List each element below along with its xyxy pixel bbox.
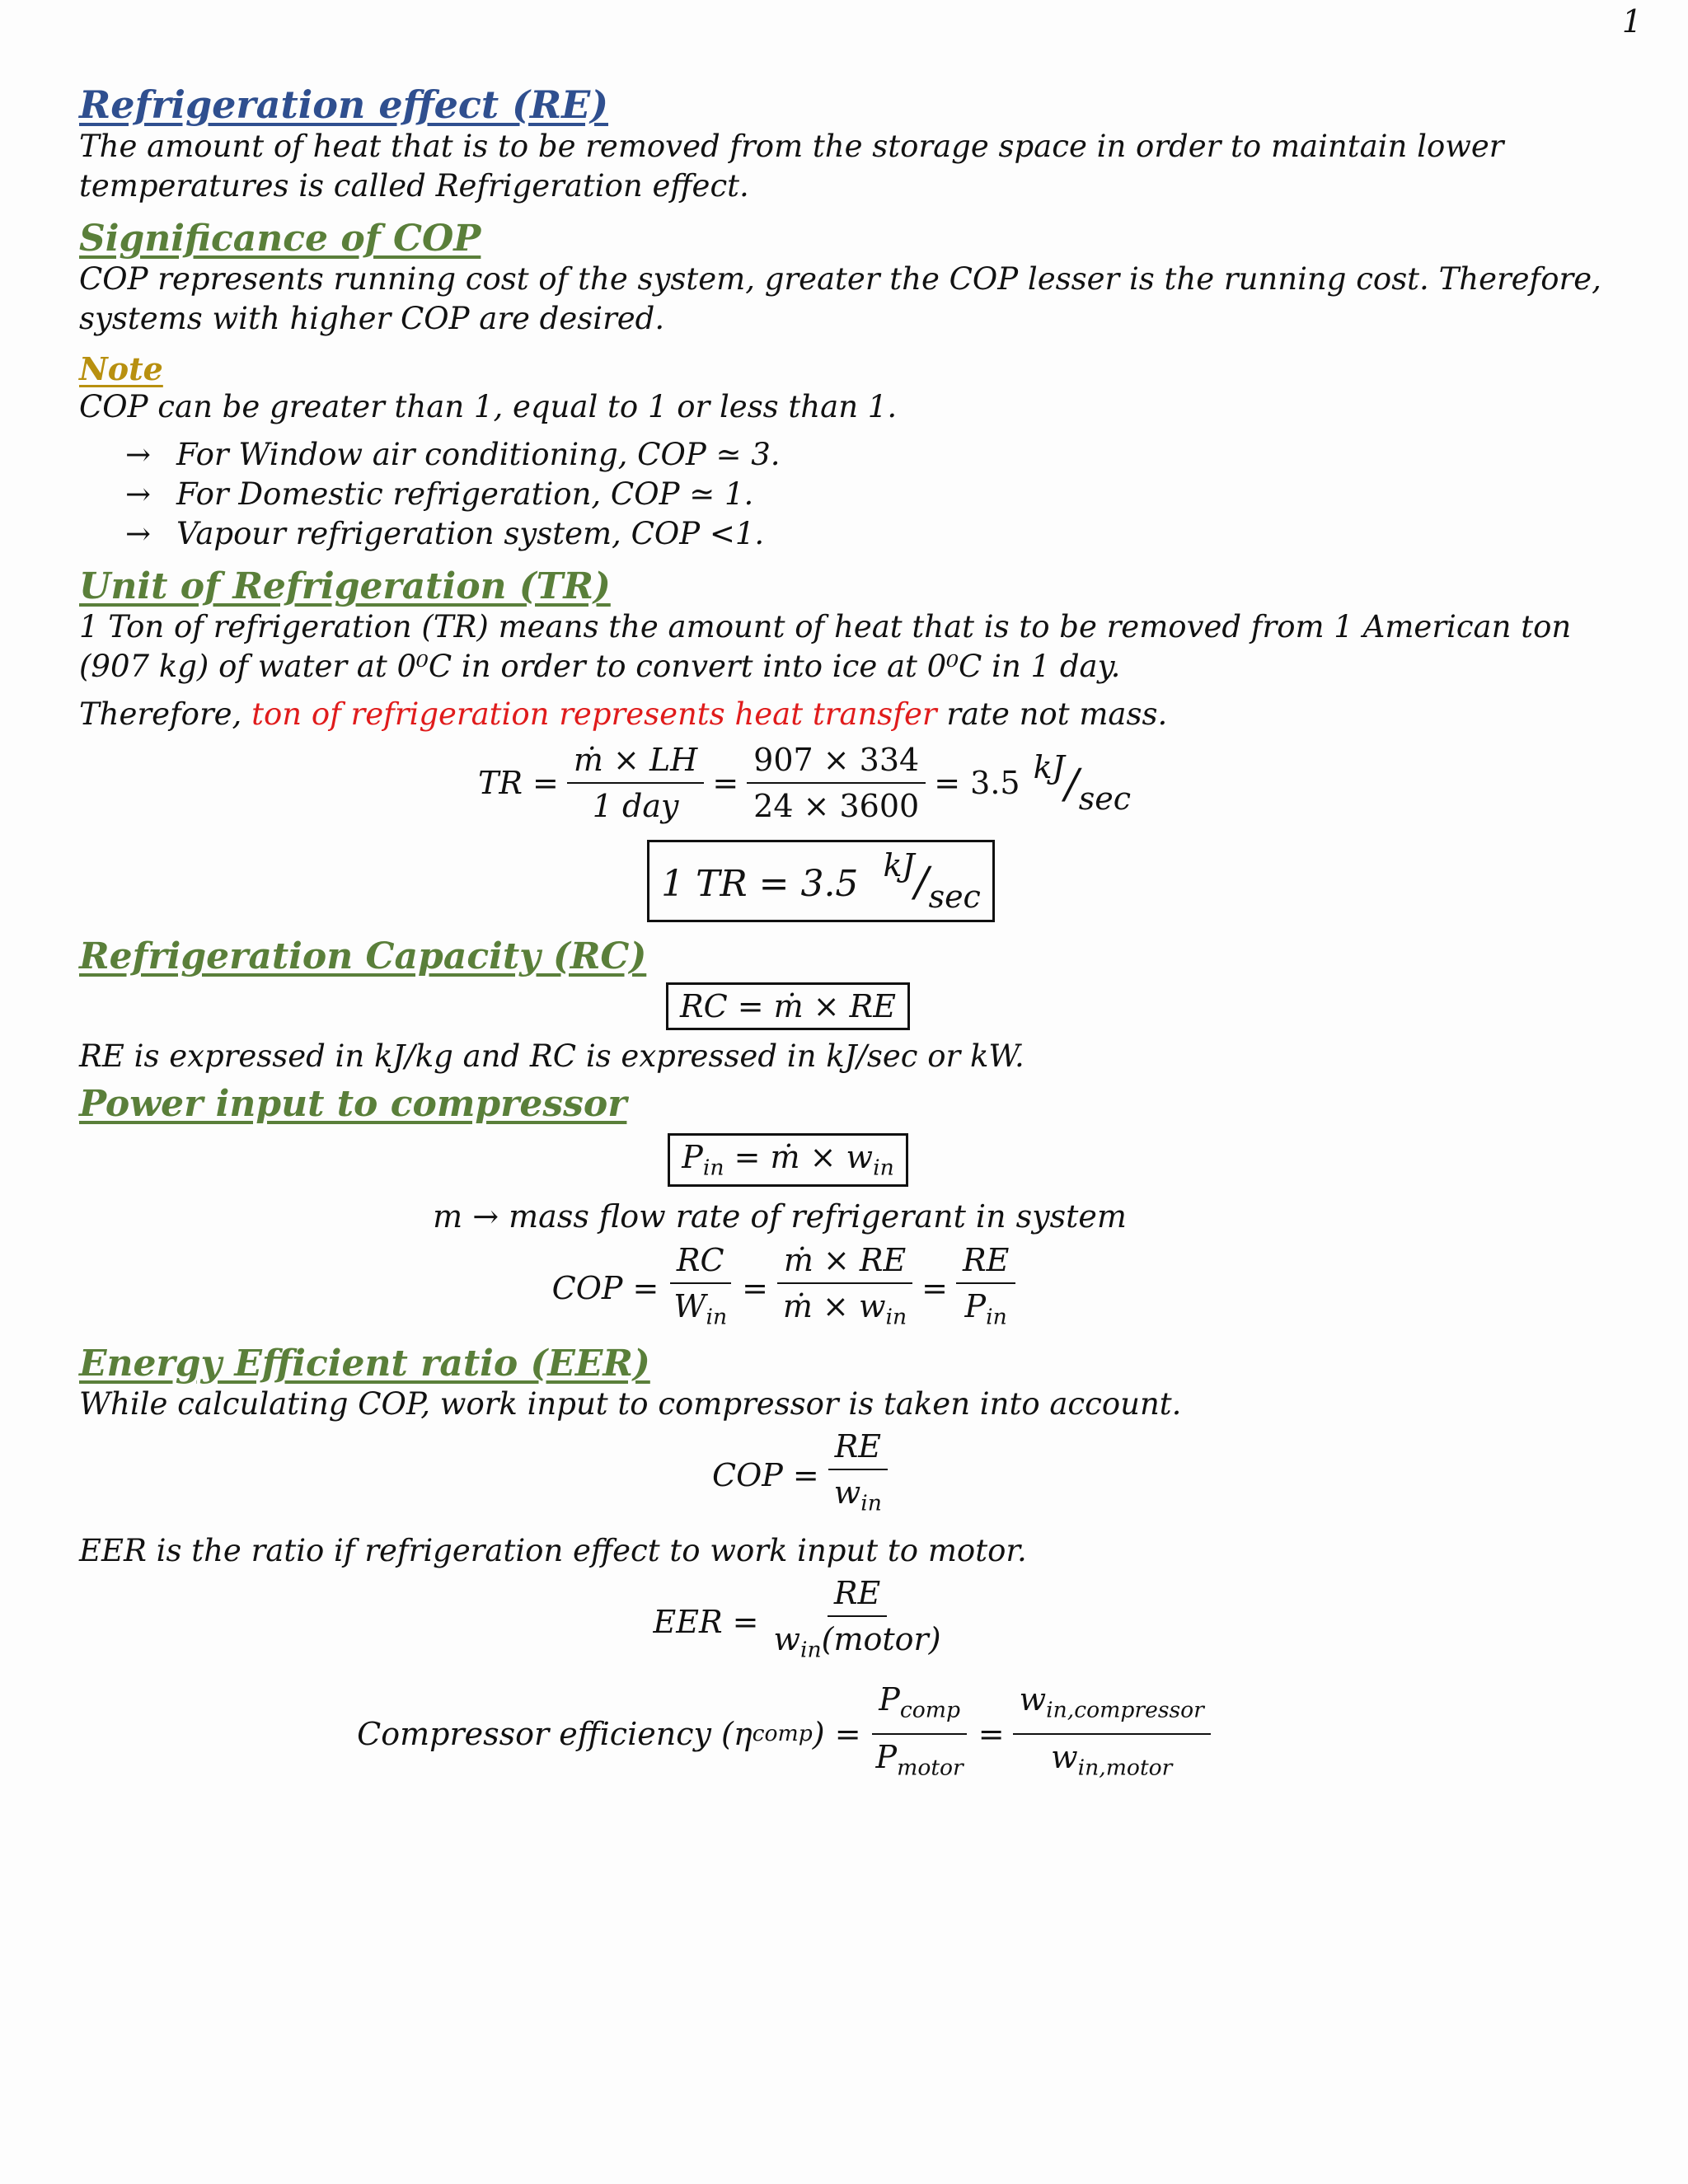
cop-values-list	[79, 435, 1629, 554]
heading-power-input: Power input to compressor	[79, 1083, 627, 1125]
list-item: → For Domestic refrigeration, COP ≃ 1.	[125, 475, 1629, 514]
eer-cop-text: While calculating COP, work input to compressor is taken into account.	[79, 1386, 1182, 1422]
heading-refrigeration-effect: Refrigeration effect (RE)	[79, 82, 609, 127]
arrow-icon: →	[125, 437, 152, 472]
eer-equation: EER = $\frac{RE}{w_{in}(motor)}$	[0, 1571, 1629, 1673]
fraction: $\frac{RE}{P_{in}}$	[956, 1238, 1015, 1340]
document-body	[79, 82, 1629, 1791]
fraction: $\frac{P_{comp}}{P_{motor}}$	[870, 1677, 970, 1790]
cop-significance-text: COP represents running cost of the system, greater the COP lesser is the running cost. Therefore, systems with higher COP are desired.	[79, 261, 1601, 336]
power-boxed-equation: $P_{in}$ = ṁ × $w_{in}$	[0, 1133, 1629, 1187]
heading-energy-efficient-ratio: Energy Efficient ratio (EER)	[79, 1343, 650, 1385]
heading-significance-cop: Significance of COP	[79, 218, 481, 260]
rc-boxed-equation: RC = ṁ × RE	[0, 982, 1629, 1030]
fraction: $\frac{\text{ṁ × LH}}{\text{1 day}}$	[567, 738, 704, 828]
eer-definition: EER is the ratio if refrigeration effect to work input to motor.	[79, 1532, 1027, 1568]
fraction: $\frac{RE}{w_{in}(motor)}$	[767, 1571, 947, 1673]
tr-therefore: Therefore, ton of refrigeration represents heat transfer rate not mass.	[79, 696, 1168, 732]
mass-flow-note: m → mass flow rate of refrigerant in system	[433, 1197, 1127, 1235]
tr-definition: 1 Ton of refrigeration (TR) means the amount of heat that is to be removed from 1 American ton (907 kg) of water at 0⁰C in order to convert into ice at 0⁰C in 1 day.	[79, 609, 1572, 684]
cop-equation: COP = $\frac{RC}{W_{in}}$ = $\frac{\text{ṁ × RE}}{ṁ \times w_{in}}$ = $\frac{RE}{P_{in}}$	[0, 1238, 1629, 1340]
arrow-icon: →	[125, 476, 152, 512]
heading-refrigeration-capacity: Refrigeration Capacity (RC)	[79, 935, 647, 977]
page-number: 1	[1621, 3, 1642, 40]
note-text: COP can be greater than 1, equal to 1 or less than 1.	[79, 389, 898, 424]
fraction: $\frac{RE}{w_{in}}$	[828, 1424, 889, 1526]
list-item: → For Window air conditioning, COP ≃ 3.	[125, 435, 1629, 475]
list-item: → Vapour refrigeration system, COP <1.	[125, 514, 1629, 554]
unit-kj-per-sec: kJ/sec	[1033, 749, 1131, 817]
fraction: $\frac{w_{in,compressor}}{w_{in,motor}}$	[1013, 1677, 1211, 1790]
re-definition: The amount of heat that is to be removed from the storage space in order to maintain lower temperatures is called Refrigeration effect.	[79, 129, 1504, 204]
highlight-text: ton of refrigeration represents heat transfer	[251, 696, 937, 732]
heading-note: Note	[79, 350, 163, 387]
cop-simple-equation: COP = $\frac{RE}{w_{in}}$	[0, 1424, 1629, 1526]
tr-boxed-equation: 1 TR = 3.5 kJ/sec	[13, 840, 1629, 922]
tr-equation: TR = $\frac{\text{ṁ × LH}}{\text{1 day}}$ = $\frac{907 \times 334}{24 \times 3600}$ = 3.5 kJ/sec	[0, 738, 1629, 828]
fraction: $\frac{\text{ṁ × RE}}{ṁ \times w_{in}}$	[776, 1238, 913, 1340]
heading-unit-refrigeration: Unit of Refrigeration (TR)	[79, 565, 611, 607]
compressor-efficiency-equation: Compressor efficiency (η comp ) = $\frac{P_{comp}}{P_{motor}}$ = $\frac{w_{in,compressor}}{w_{in,motor}}$	[0, 1677, 1629, 1790]
fraction: $\frac{907 \times 334}{24 \times 3600}$	[747, 738, 926, 828]
rc-units-text: RE is expressed in kJ/kg and RC is expressed in kJ/sec or kW.	[79, 1038, 1025, 1074]
arrow-icon: →	[125, 516, 152, 551]
fraction: $\frac{RC}{W_{in}}$	[667, 1238, 734, 1340]
